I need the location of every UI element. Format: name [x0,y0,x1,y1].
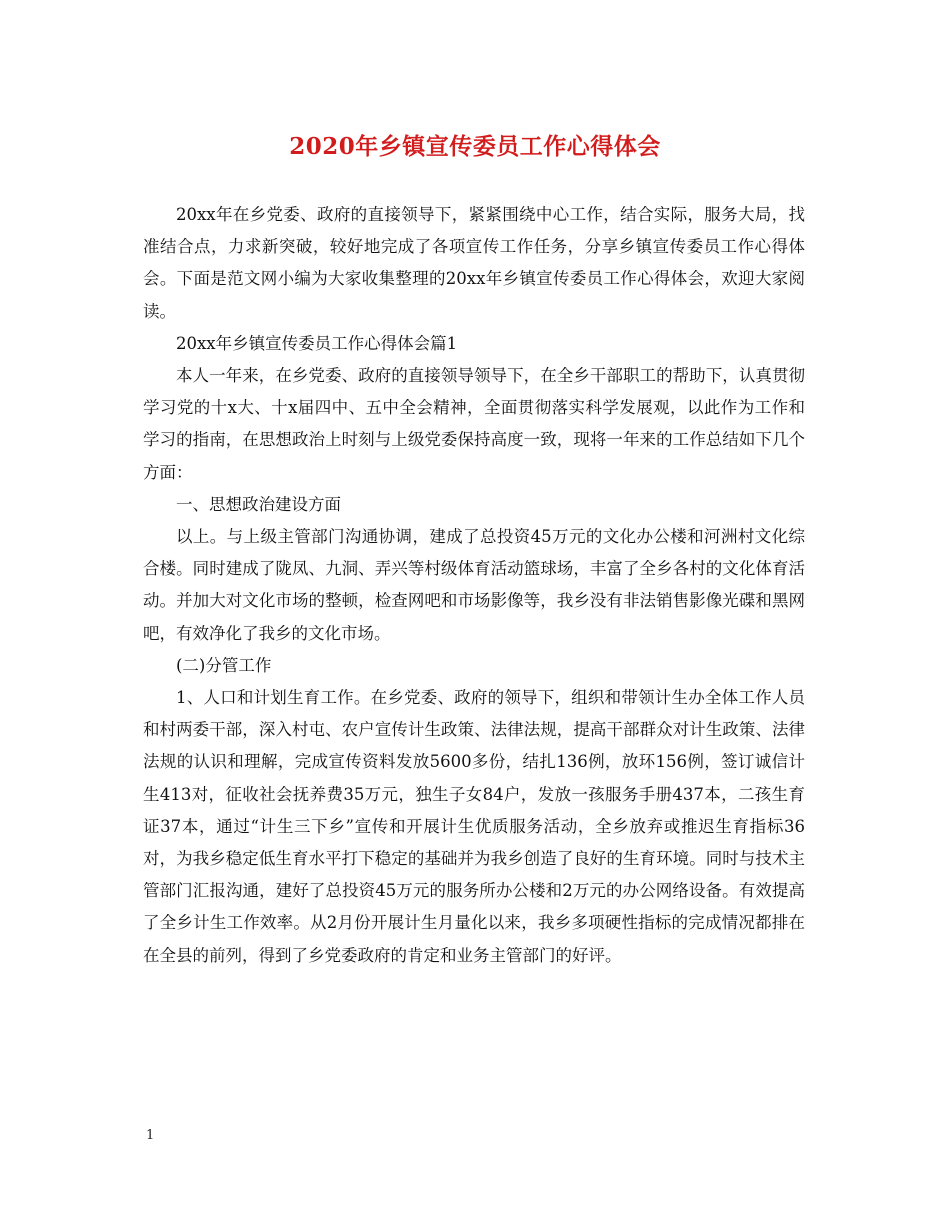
paragraph-culture: 以上。与上级主管部门沟通协调，建成了总投资45万元的文化办公楼和河洲村文化综合楼。同时建成了陇凤、九洞、弄兴等村级体育活动篮球场，丰富了全乡各村的文化体育活动。并加大对文化市场的整顿，检查网吧和市场影像等，我乡没有非法销售影像光碟和黑网吧，有效净化了我乡的文化市场。 [143,527,805,643]
paragraph-family-planning: 1、人口和计划生育工作。在乡党委、政府的领导下，组织和带领计生办全体工作人员和村两委干部，深入村屯、农户宣传计生政策、法律法规，提高干部群众对计生政策、法律法规的认识和理解，完成宣传资料发放5600多份，结扎136例，放环156例，签订诚信计生413对，征收社会抚养费35万元，独生子女84户，发放一孩服务手册437本，二孩生育证37本，通过“计生三下乡”宣传和开展计生优质服务活动，全乡放弃或推迟生育指标36对，为我乡稳定低生育水平打下稳定的基础并为我乡创造了良好的生育环境。同时与技术主管部门汇报沟通，建好了总投资45万元的服务所办公楼和2万元的办公网络设备。有效提高了全乡计生工作效率。从2月份开展计生月量化以来，我乡多项硬性指标的完成情况都排在在全县的前列，得到了乡党委政府的肯定和业务主管部门的好评。 [143,688,805,965]
paragraph-summary: 本人一年来，在乡党委、政府的直接领导领导下，在全乡干部职工的帮助下，认真贯彻学习党的十x大、十x届四中、五中全会精神，全面贯彻落实科学发展观，以此作为工作和学习的指南，在思想政治上时刻与上级党委保持高度一致，现将一年来的工作总结如下几个方面： [143,366,805,482]
paragraph-intro: 20xx年在乡党委、政府的直接领导下，紧紧围绕中心工作，结合实际，服务大局，找准结合点，力求新突破，较好地完成了各项宣传工作任务，分享乡镇宣传委员工作心得体会。下面是范文网小编为大家收集整理的20xx年乡镇宣传委员工作心得体会，欢迎大家阅读。 [143,205,805,321]
page-number: 1 [146,1128,155,1143]
document-title: 2020年乡镇宣传委员工作心得体会 [289,133,661,160]
paragraph-section-heading: 20xx年乡镇宣传委员工作心得体会篇1 [176,333,458,353]
paragraph-heading-duties: (二)分管工作 [176,655,272,675]
paragraph-heading-political: 一、思想政治建设方面 [176,494,341,514]
document-body [143,199,805,972]
